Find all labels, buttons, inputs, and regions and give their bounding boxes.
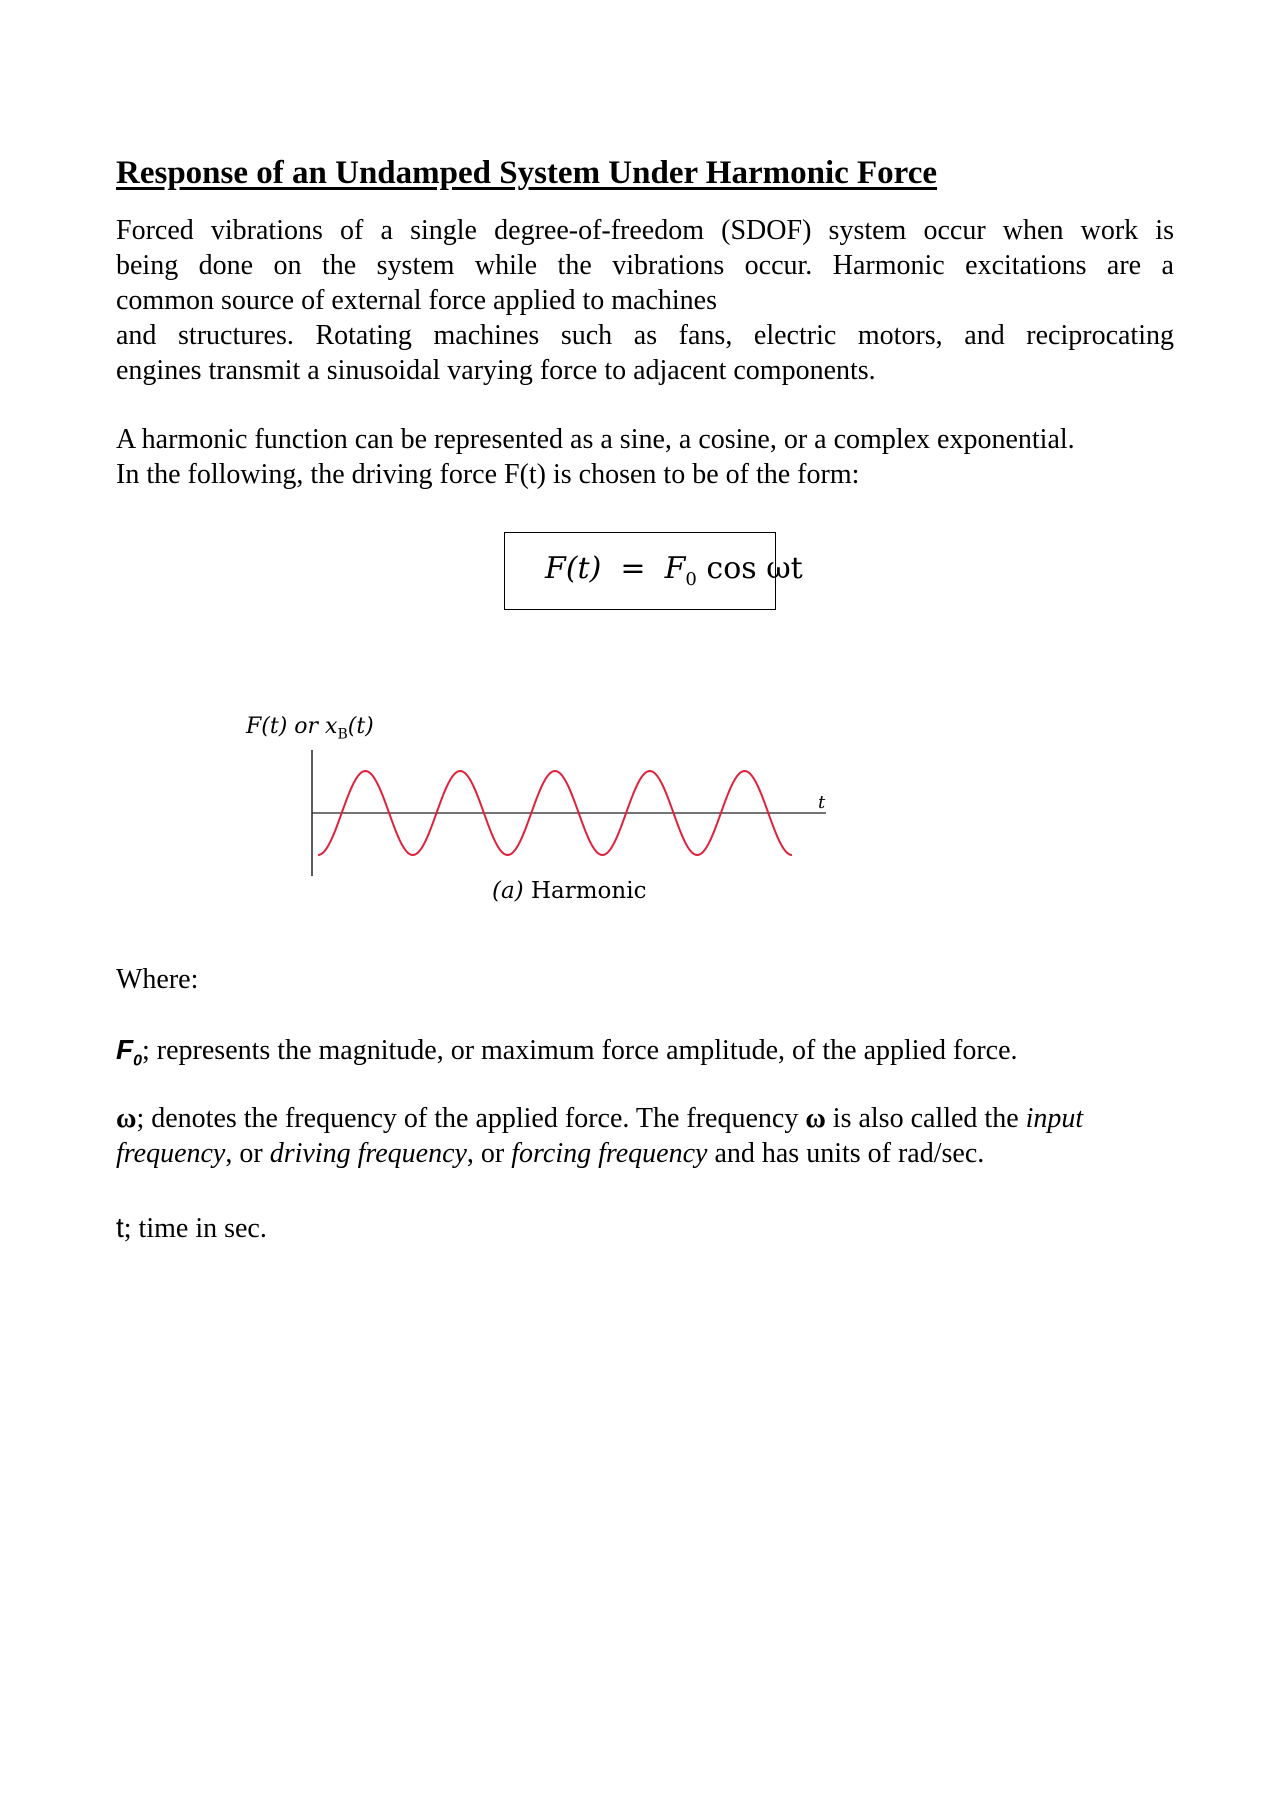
formula-lhs: F(t) [545,551,602,586]
intro-line-2: being done on the system while the vibrations occur. Harmonic excitations are a [116,250,1174,281]
figure-caption: (a) Harmonic [492,878,647,904]
page-title: Response of an Undamped System Under Harmonic Force [116,155,938,191]
force-formula [545,551,803,590]
omega-symbol: ω [116,1103,137,1134]
intro-line-5: engines transmit a sinusoidal varying force to adjacent components. [116,355,876,386]
harmonic-paragraph [116,422,1174,492]
intro-paragraph [116,213,1174,388]
intro-line-3: common source of external force applied to machines [116,285,717,316]
f0-symbol: $F_0$ [116,1034,143,1070]
harmonic-line-1: A harmonic function can be represented as a sine, a cosine, or a complex exponential. [116,424,1075,455]
t-definition: t; time in sec. [116,1212,267,1244]
f0-definition: $F_0$; represents the magnitude, or maximum force amplitude, of the applied force. [116,1034,1018,1070]
intro-line-1: Forced vibrations of a single degree-of-freedom (SDOF) system occur when work is [116,215,1174,246]
harmonic-figure [116,700,876,940]
harmonic-line-2: In the following, the driving force F(t) is chosen to be of the form: [116,459,860,490]
where-label: Where: [116,964,199,995]
harmonic-wave-plot [116,740,876,940]
formula-sub: 0 [685,569,697,590]
formula-equals: = [620,551,646,586]
intro-line-4: and structures. Rotating machines such as fans, electric motors, and reciprocating [116,320,1174,351]
formula-rhs: cos ωt [696,551,803,586]
t-symbol: t [116,1212,124,1243]
formula-f: F [664,551,686,586]
omega-definition: ω; denotes the frequency of the applied force. The frequency ω is also called the input frequency, or driving frequency, or forcing frequency and has units of rad/sec. [116,1103,1084,1169]
formula-box [504,532,803,610]
figure-y-label: F(t) or $x_B(t)$ [246,714,374,743]
t-axis-label: t [818,792,826,813]
